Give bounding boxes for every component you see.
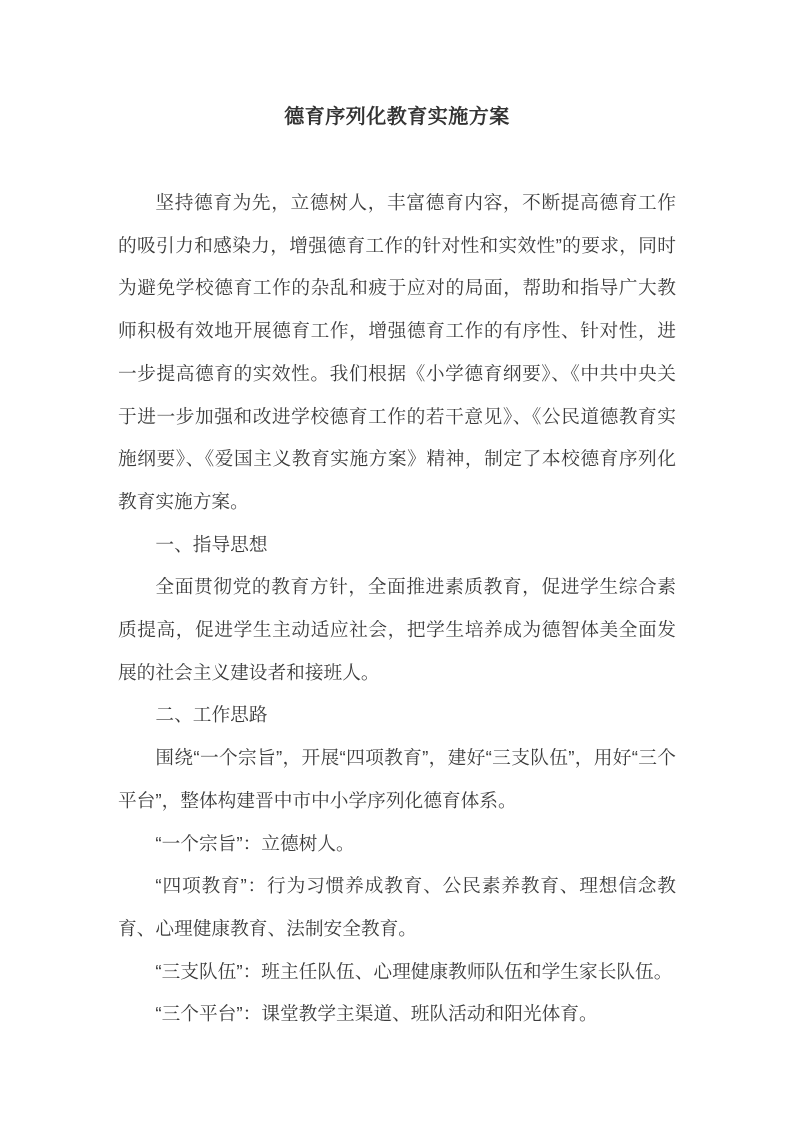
document-title: 德育序列化教育实施方案 — [284, 106, 510, 128]
paragraph: 全面贯彻党的教育方针，全面推进素质教育，促进学生综合素质提高，促进学生主动适应社会，把学生培养成为德智体美全面发展的社会主义建设者和接班人。 — [118, 576, 676, 683]
paragraph: “四项教育”：行为习惯养成教育、公民素养教育、理想信念教育、心理健康教育、法制安全教育。 — [118, 875, 676, 939]
paragraph: “三个平台”：课堂教学主渠道、班队活动和阳光体育。 — [155, 1003, 598, 1025]
paragraph: “三支队伍”：班主任队伍、心理健康教师队伍和学生家长队伍。 — [155, 960, 673, 982]
paragraph: 围绕“一个宗旨”，开展“四项教育”，建好“三支队伍”，用好“三个平台”，整体构建晋中市中小学序列化德育体系。 — [118, 747, 676, 811]
paragraph-heading: 一、指导思想 — [155, 533, 268, 555]
document-body — [118, 182, 676, 1036]
paragraph: “一个宗旨”：立德树人。 — [155, 832, 355, 854]
paragraph-heading: 二、工作思路 — [155, 704, 268, 726]
paragraph: 坚持德育为先，立德树人，丰富德育内容，不断提高德育工作的吸引力和感染力，增强德育工作的针对性和实效性”的要求，同时为避免学校德育工作的杂乱和疲于应对的局面，帮助和指导广大教师积极有效地开展德育工作，增强德育工作的有序性、针对性，进一步提高德育的实效性。我们根据《小学德育纲要》、《中共中央关于进一步加强和改进学校德育工作的若干意见》、《公民道德教育实施纲要》、《爱国主义教育实施方案》精神，制定了本校德育序列化教育实施方案。 — [118, 192, 676, 512]
